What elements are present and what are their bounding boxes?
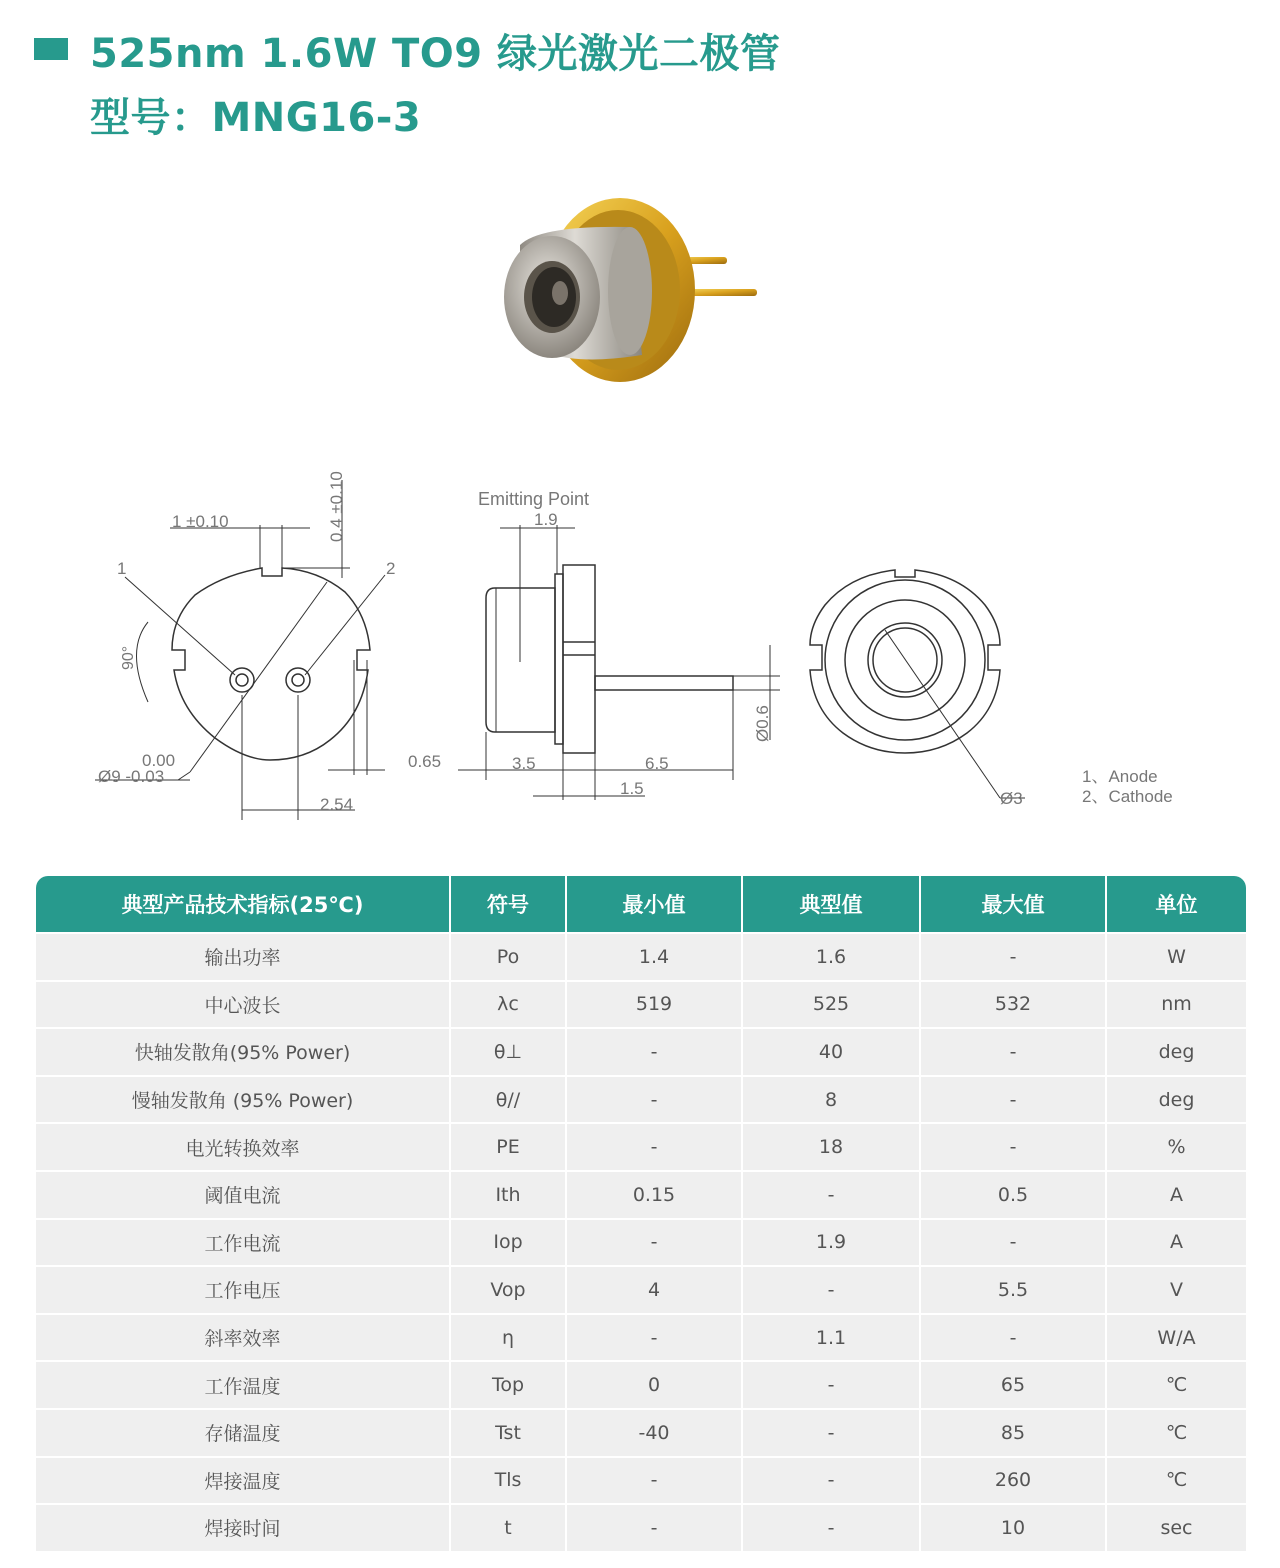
table-row [36, 1504, 1246, 1551]
cell-parameter: 电光转换效率 [36, 1123, 450, 1171]
cell-max: 85 [920, 1409, 1106, 1457]
table-row [36, 1076, 1246, 1124]
cell-min: - [566, 1504, 742, 1551]
cell-parameter: 存储温度 [36, 1409, 450, 1457]
table-row [36, 1028, 1246, 1076]
cell-max: 0.5 [920, 1171, 1106, 1219]
cell-typ: - [742, 1504, 920, 1551]
cell-symbol: Top [450, 1361, 566, 1409]
table-row [36, 933, 1246, 981]
cell-parameter: 慢轴发散角 (95% Power) [36, 1076, 450, 1124]
cell-symbol: Po [450, 933, 566, 981]
cell-min: - [566, 1219, 742, 1267]
dim-pin: 6.5 [645, 754, 669, 773]
cell-symbol: Tst [450, 1409, 566, 1457]
dia-label: Ø9 -0.03 [98, 767, 165, 786]
header-max: 最大值 [920, 876, 1106, 933]
cell-unit: ℃ [1106, 1409, 1246, 1457]
table-row [36, 1171, 1246, 1219]
cell-unit: A [1106, 1171, 1246, 1219]
dim-offset: 0.65 [408, 752, 442, 771]
dim-notch-depth: 0.4 ±0.10 [327, 471, 346, 542]
cell-parameter: 工作电流 [36, 1219, 450, 1267]
cell-symbol: Vop [450, 1266, 566, 1314]
product-photo [480, 185, 780, 415]
cell-min: - [566, 1076, 742, 1124]
cell-typ: 1.9 [742, 1219, 920, 1267]
dim-pin-dia: Ø0.6 [753, 705, 772, 742]
cell-parameter: 输出功率 [36, 933, 450, 981]
cell-typ: 1.6 [742, 933, 920, 981]
spec-header-row [36, 876, 1246, 933]
cell-symbol: t [450, 1504, 566, 1551]
cell-min: 0 [566, 1361, 742, 1409]
table-row [36, 1361, 1246, 1409]
cell-parameter: 斜率效率 [36, 1314, 450, 1362]
cell-max: 5.5 [920, 1266, 1106, 1314]
header-typ: 典型值 [742, 876, 920, 933]
header-unit: 单位 [1106, 876, 1246, 933]
legend-cathode: 2、Cathode [1082, 787, 1173, 806]
cell-unit: W/A [1106, 1314, 1246, 1362]
cell-unit: % [1106, 1123, 1246, 1171]
table-row [36, 1457, 1246, 1505]
cell-symbol: η [450, 1314, 566, 1362]
cell-unit: deg [1106, 1028, 1246, 1076]
cell-typ: 40 [742, 1028, 920, 1076]
cell-parameter: 工作电压 [36, 1266, 450, 1314]
cell-max: 10 [920, 1504, 1106, 1551]
cell-typ: - [742, 1266, 920, 1314]
cell-min: - [566, 1457, 742, 1505]
cell-symbol: θ// [450, 1076, 566, 1124]
pin1-label: 1 [117, 559, 127, 578]
cell-typ: 8 [742, 1076, 920, 1124]
cell-unit: ℃ [1106, 1361, 1246, 1409]
cell-symbol: θ⊥ [450, 1028, 566, 1076]
table-row [36, 1219, 1246, 1267]
cell-unit: W [1106, 933, 1246, 981]
table-row [36, 1266, 1246, 1314]
cell-max: - [920, 1314, 1106, 1362]
cell-min: 4 [566, 1266, 742, 1314]
table-row [36, 1409, 1246, 1457]
dia-upper-tol: 0.00 [142, 751, 176, 770]
legend-anode: 1、Anode [1082, 767, 1158, 786]
cell-unit: deg [1106, 1076, 1246, 1124]
cell-max: - [920, 1028, 1106, 1076]
cell-min: - [566, 1028, 742, 1076]
cell-typ: - [742, 1171, 920, 1219]
cell-unit: ℃ [1106, 1457, 1246, 1505]
cell-typ: - [742, 1361, 920, 1409]
dim-emit: 1.9 [534, 510, 558, 529]
cell-parameter: 快轴发散角(95% Power) [36, 1028, 450, 1076]
cell-symbol: Ith [450, 1171, 566, 1219]
cell-parameter: 中心波长 [36, 981, 450, 1029]
header-parameter: 典型产品技术指标(25℃) [36, 876, 450, 933]
cell-typ: 1.1 [742, 1314, 920, 1362]
cell-parameter: 焊接时间 [36, 1504, 450, 1551]
emitting-point-label: Emitting Point [478, 489, 590, 509]
cell-unit: sec [1106, 1504, 1246, 1551]
cell-min: 1.4 [566, 933, 742, 981]
side-view [458, 525, 780, 800]
cell-max: - [920, 933, 1106, 981]
technical-drawing [0, 470, 1280, 830]
header-min: 最小值 [566, 876, 742, 933]
table-row [36, 1123, 1246, 1171]
cell-typ: - [742, 1457, 920, 1505]
cell-parameter: 阈值电流 [36, 1171, 450, 1219]
dim-top-width: 1 ±0.10 [172, 512, 229, 531]
cell-max: - [920, 1123, 1106, 1171]
title-marker [34, 38, 68, 60]
dim-cap: 3.5 [512, 754, 536, 773]
cell-max: 260 [920, 1457, 1106, 1505]
cell-symbol: Iop [450, 1219, 566, 1267]
dim-flange: 1.5 [620, 779, 644, 798]
angle-label: 90° [120, 645, 137, 670]
cell-min: -40 [566, 1409, 742, 1457]
cell-symbol: Tls [450, 1457, 566, 1505]
header-symbol: 符号 [450, 876, 566, 933]
cell-min: 519 [566, 981, 742, 1029]
cell-min: - [566, 1314, 742, 1362]
spec-table [36, 876, 1246, 1551]
table-row [36, 981, 1246, 1029]
dim-window: Ø3 [1000, 789, 1023, 808]
cell-max: - [920, 1076, 1106, 1124]
cell-parameter: 焊接温度 [36, 1457, 450, 1505]
cell-typ: 18 [742, 1123, 920, 1171]
cell-max: 65 [920, 1361, 1106, 1409]
cell-min: - [566, 1123, 742, 1171]
dim-pitch: 2.54 [320, 795, 354, 814]
cell-min: 0.15 [566, 1171, 742, 1219]
model-number: 型号：MNG16-3 [90, 95, 422, 141]
cell-unit: A [1106, 1219, 1246, 1267]
pin2-label: 2 [386, 559, 396, 578]
cell-unit: V [1106, 1266, 1246, 1314]
cell-unit: nm [1106, 981, 1246, 1029]
cell-symbol: λc [450, 981, 566, 1029]
cell-max: - [920, 1219, 1106, 1267]
cell-typ: 525 [742, 981, 920, 1029]
cell-symbol: PE [450, 1123, 566, 1171]
cell-typ: - [742, 1409, 920, 1457]
cell-max: 532 [920, 981, 1106, 1029]
page-title: 525nm 1.6W TO9 绿光激光二极管 [90, 31, 781, 77]
table-row [36, 1314, 1246, 1362]
back-view [810, 570, 1025, 798]
cell-parameter: 工作温度 [36, 1361, 450, 1409]
